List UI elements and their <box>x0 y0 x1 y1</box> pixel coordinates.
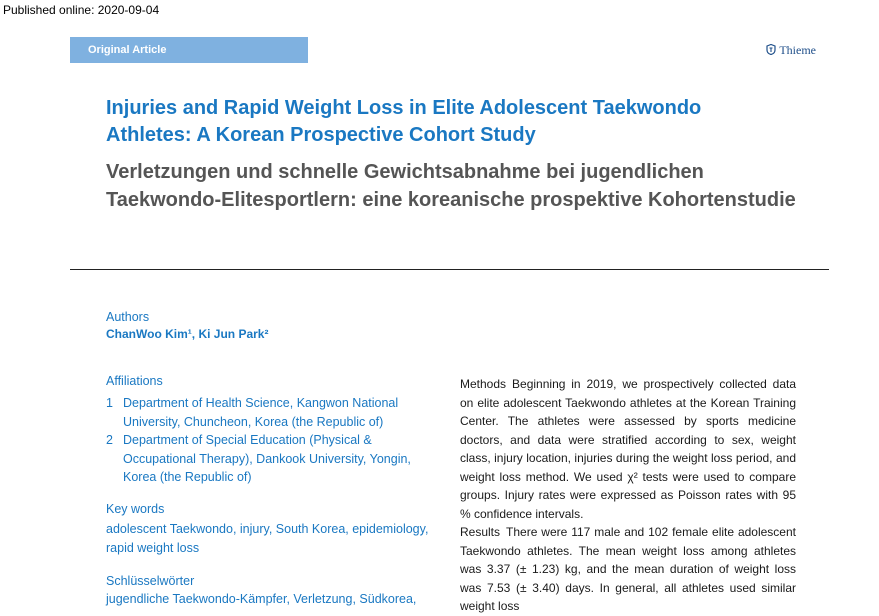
affiliation-item <box>106 431 446 487</box>
article-title-german: Verletzungen und schnelle Gewichtsabnahme bei jugendlichen Taekwondo-Elitesportlern: eine koreanische prospektive Kohortenstudie <box>106 161 796 211</box>
publisher-logo <box>766 43 816 58</box>
methods-text: Beginning in 2019, we prospectively collected data on elite adolescent Taekwondo athletes at the Korean Training Center. The athletes were assessed by sports medicine doctors, and data were stratified according to sex, weight class, injury location, injuries during the weight loss period, and weight loss method. We used χ² tests were used to compare groups. Injury rates were expressed as Poisson rates with 95 % confidence intervals. <box>460 377 796 521</box>
schluesselwoerter-heading: Schlüsselwörter <box>106 574 195 588</box>
keywords-list: adolescent Taekwondo, injury, South Korea, epidemiology, rapid weight loss <box>106 522 429 555</box>
affiliation-number: 1 <box>106 396 113 410</box>
abstract-column <box>460 375 796 616</box>
published-date: Published online: 2020-09-04 <box>3 3 160 17</box>
results-label: Results <box>460 525 501 539</box>
results-text: There were 117 male and 102 female elite adolescent Taekwondo athletes. The mean weight loss among athletes was 3.37 (± 1.23) kg, and the mean duration of weight loss was 7.53 (± 3.40) days. In general, all athletes used similar weight loss <box>460 525 796 613</box>
schluesselwoerter-list: jugendliche Taekwondo-Kämpfer, Verletzung, Südkorea, <box>106 592 417 606</box>
affiliation-number: 2 <box>106 433 113 447</box>
keywords-heading: Key words <box>106 502 165 516</box>
thieme-logo-icon <box>766 44 776 55</box>
affiliation-list <box>106 394 446 487</box>
methods-label: Methods <box>460 377 507 391</box>
results-paragraph <box>460 523 796 616</box>
header-divider <box>70 269 829 270</box>
affiliations-heading: Affiliations <box>106 374 163 388</box>
affiliation-text: Department of Health Science, Kangwon National University, Chuncheon, Korea (the Republic of) <box>123 396 399 429</box>
article-type-banner: Original Article <box>70 37 308 63</box>
affiliation-text: Department of Special Education (Physical & Occupational Therapy), Dankook University, Yongin, Korea (the Republic of) <box>123 433 411 484</box>
author-list: ChanWoo Kim¹, Ki Jun Park² <box>106 327 269 341</box>
affiliation-item <box>106 394 446 431</box>
methods-paragraph <box>460 375 796 523</box>
publisher-name: Thieme <box>779 43 816 57</box>
article-title-english: Injuries and Rapid Weight Loss in Elite Adolescent Taekwondo Athletes: A Korean Prospective Cohort Study <box>106 97 702 146</box>
authors-heading: Authors <box>106 310 150 324</box>
